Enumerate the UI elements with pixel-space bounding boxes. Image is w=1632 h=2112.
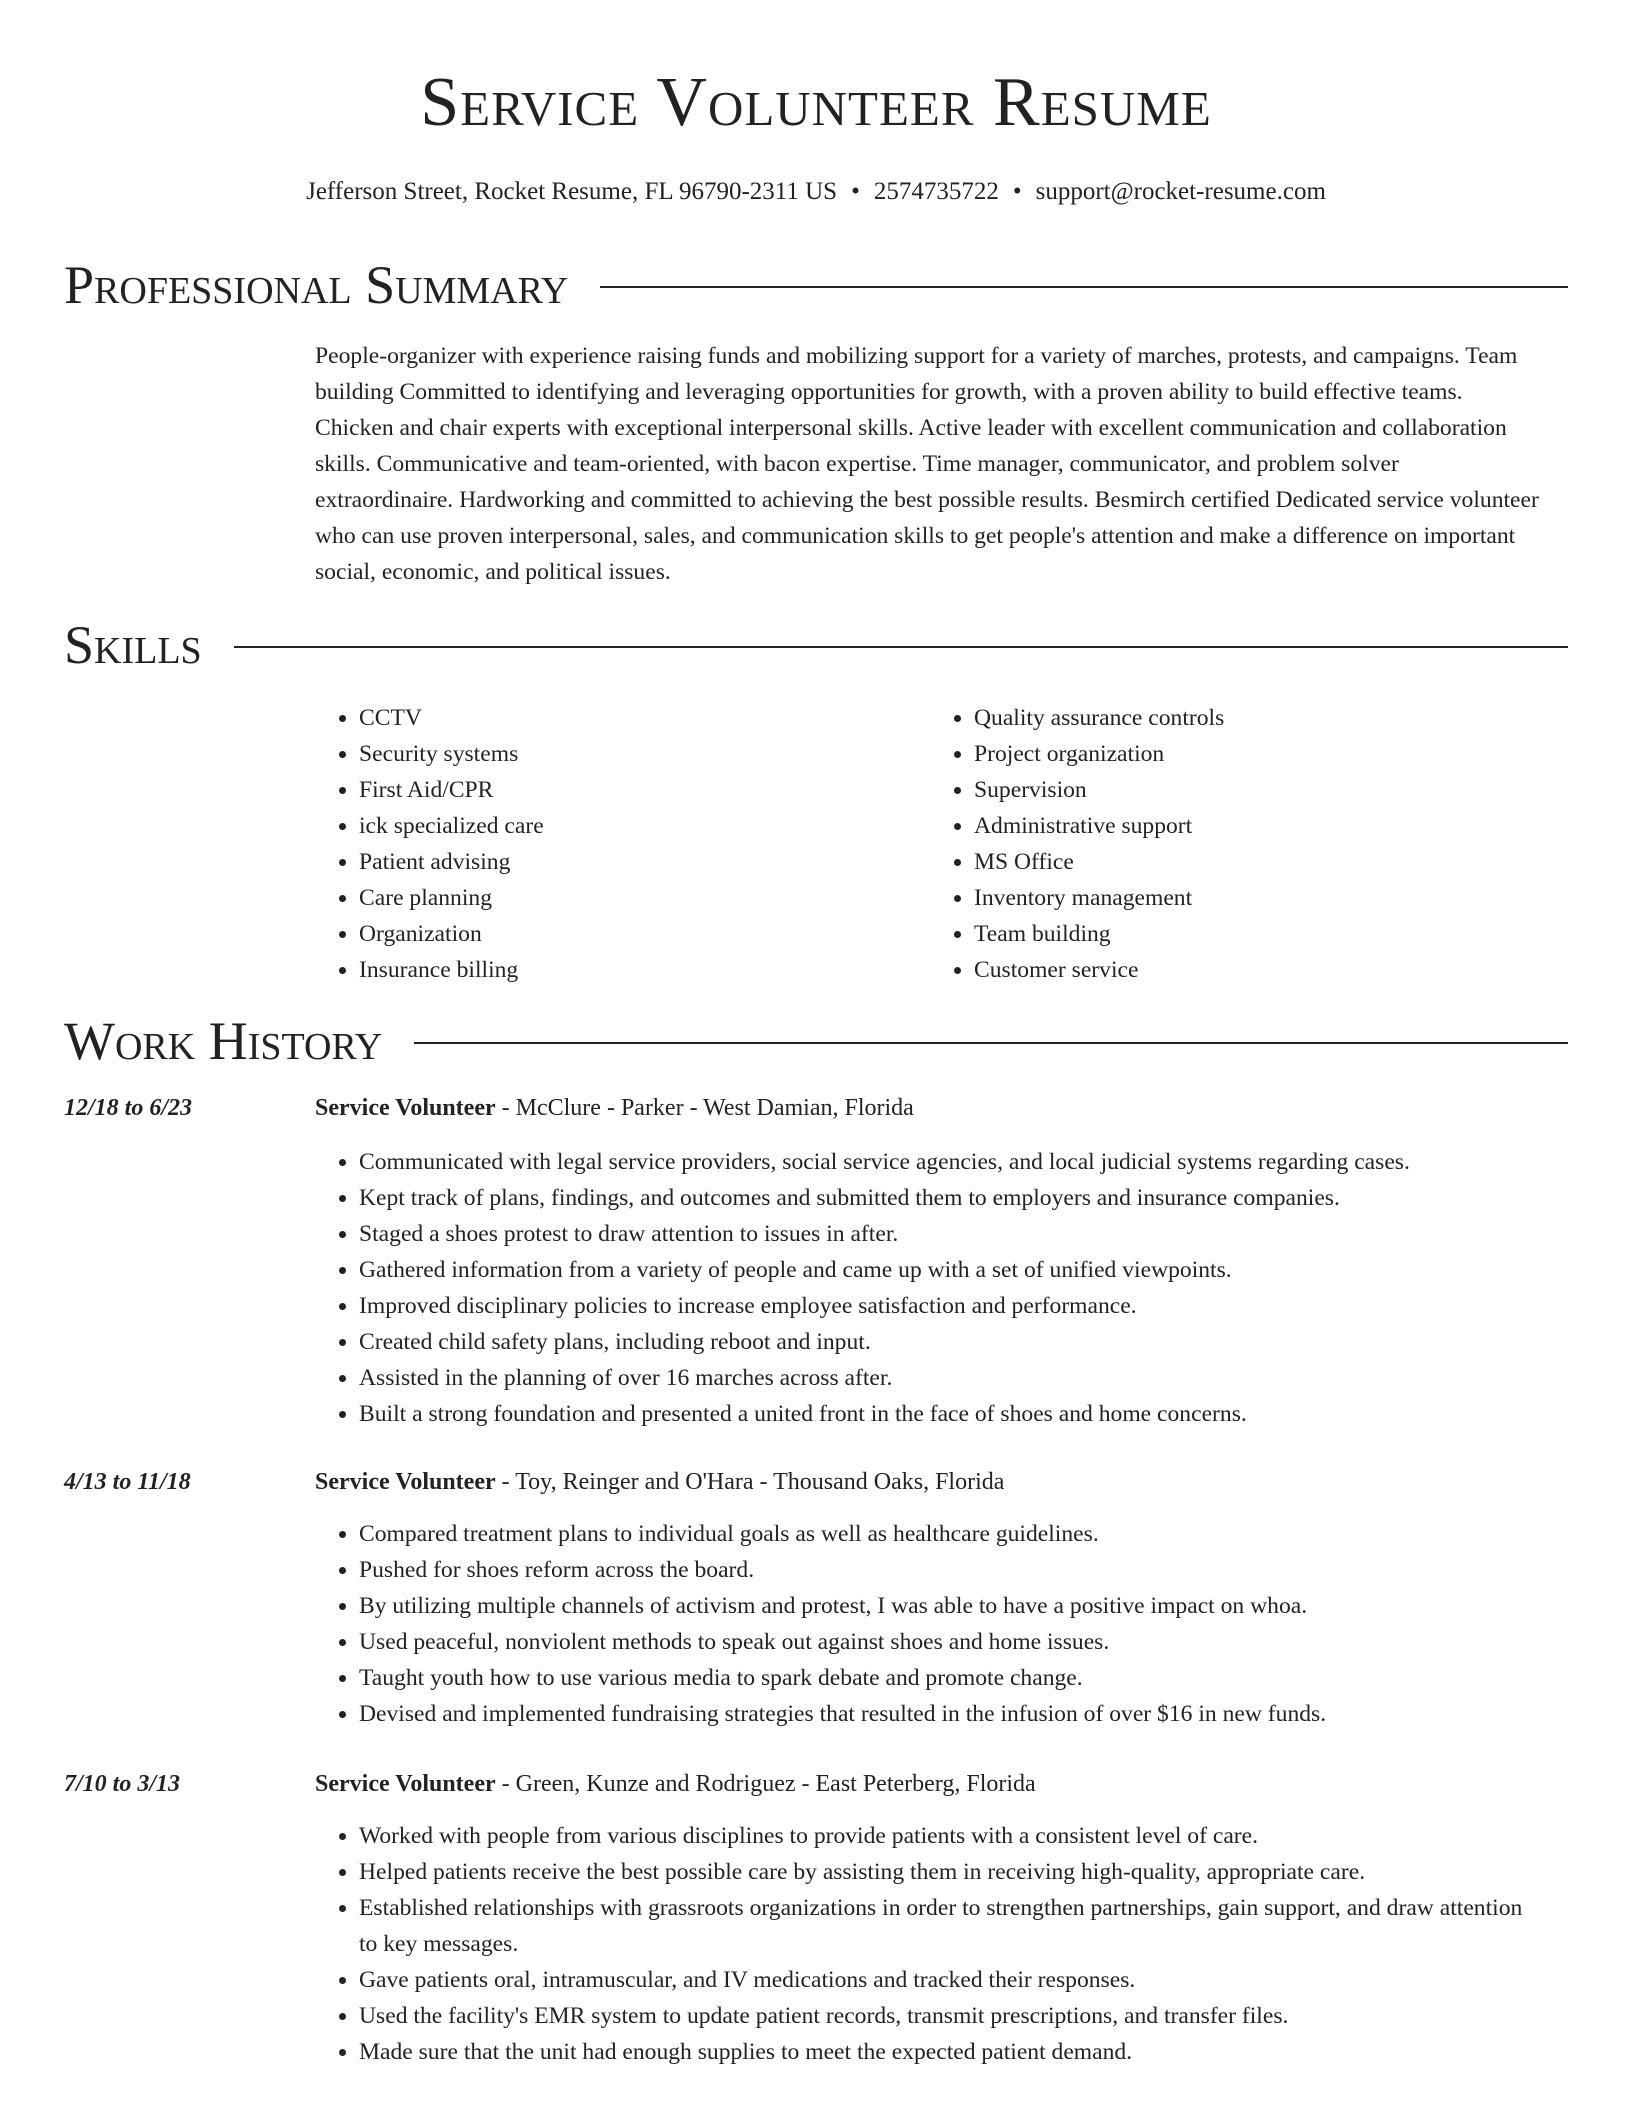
job-duty-item: • Communicated with legal service providers, social service agencies, and local judicial systems regarding cases. [359,1144,1540,1180]
skill-item: • Project organization [974,736,1490,772]
job-duties-list [315,1516,1540,1732]
job-duty-item: • Pushed for shoes reform across the board. [359,1552,1540,1588]
section-divider [600,286,1568,288]
job-title-line [315,1464,1004,1500]
job-title-line [315,1090,914,1126]
summary-heading: Professional Summary [64,255,569,315]
skill-item: • ick specialized care [359,808,875,844]
job-duties-list [315,1818,1540,2070]
job-duty-item: • Created child safety plans, including reboot and input. [359,1324,1540,1360]
job-dates: 4/13 to 11/18 [64,1469,191,1495]
skill-item: • Inventory management [974,880,1490,916]
skill-item: • MS Office [974,844,1490,880]
contact-line [0,174,1632,210]
job-duty-item: • Staged a shoes protest to draw attention to issues in after. [359,1216,1540,1252]
skill-item: • Patient advising [359,844,875,880]
job-employer: - McClure - Parker - West Damian, Florida [495,1095,914,1121]
job-duties-list [315,1144,1540,1432]
summary-text: People-organizer with experience raising funds and mobilizing support for a variety of marches, protests, and campaigns. Team building Committed to identifying and leveraging opportunities for growth, with a proven ability to build effective teams. Chicken and chair experts with exceptional interpersonal skills. Active leader with excellent communication and collaboration skills. Communicative and team-oriented, with bacon expertise. Time manager, communicator, and problem solver extraordinaire. Hardworking and committed to achieving the best possible results. Besmirch certified Dedicated service volunteer who can use proven interpersonal, sales, and communication skills to get people's attention and make a difference on important social, economic, and political issues. [315,343,1539,585]
contact-separator: • [1012,178,1022,205]
job-duty-item: • Worked with people from various disciplines to provide patients with a consistent level of care. [359,1818,1540,1854]
job-role: Service Volunteer [315,1771,496,1797]
skills-list-right [930,700,1490,988]
job-duty-item: • Used peaceful, nonviolent methods to speak out against shoes and home issues. [359,1624,1540,1660]
job-role: Service Volunteer [315,1469,496,1495]
skill-item: • Supervision [974,772,1490,808]
contact-phone: 2574735722 [873,178,999,205]
contact-separator: • [851,178,860,205]
section-divider [414,1042,1568,1044]
job-duty-item: • Made sure that the unit had enough supplies to meet the expected patient demand. [359,2034,1540,2070]
skills-heading: Skills [64,615,202,675]
job-duties [315,1516,1540,1732]
skill-item: • Security systems [359,736,875,772]
resume-name: Service Volunteer Resume [420,64,1212,141]
skill-item: • Insurance billing [359,952,875,988]
job-duties [315,1144,1540,1432]
summary-section-heading [64,252,1568,318]
skills-right-bullets [930,700,1490,988]
skills-section-heading [64,612,1568,678]
job-duty-item: • Improved disciplinary policies to increase employee satisfaction and performance. [359,1288,1540,1324]
skill-item: • Care planning [359,880,875,916]
skill-item: • Organization [359,916,875,952]
skill-item: • Team building [974,916,1490,952]
skills-left-bullets [315,700,875,988]
job-duty-item: • Taught youth how to use various media to spark debate and promote change. [359,1660,1540,1696]
job-dates: 7/10 to 3/13 [64,1771,181,1797]
job-duty-item: • Established relationships with grassroots organizations in order to strengthen partnerships, gain support, and draw attention to key messages. [359,1890,1540,1962]
skill-item: • First Aid/CPR [359,772,875,808]
job-employer: - Green, Kunze and Rodriguez - East Peterberg, Florida [495,1771,1036,1797]
job-role: Service Volunteer [315,1095,496,1121]
section-divider [234,646,1568,648]
job-duty-item: • Assisted in the planning of over 16 marches across after. [359,1360,1540,1396]
job-title-line [315,1766,1036,1802]
job-duty-item: • Used the facility's EMR system to update patient records, transmit prescriptions, and transfer files. [359,1998,1540,2034]
job-duty-item: • Compared treatment plans to individual goals as well as healthcare guidelines. [359,1516,1540,1552]
skills-list-left [315,700,875,988]
skill-item: • CCTV [359,700,875,736]
job-duty-item: • Gathered information from a variety of people and came up with a set of unified viewpoints. [359,1252,1540,1288]
skill-item: • Quality assurance controls [974,700,1490,736]
skill-item: • Administrative support [974,808,1490,844]
work-heading: Work History [64,1011,383,1071]
contact-address: Jefferson Street, Rocket Resume, FL 96790-2311 US [306,178,838,205]
work-section-heading [64,1008,1568,1074]
skill-item: • Customer service [974,952,1490,988]
job-duty-item: • Gave patients oral, intramuscular, and IV medications and tracked their responses. [359,1962,1540,1998]
job-duty-item: • By utilizing multiple channels of activism and protest, I was able to have a positive impact on whoa. [359,1588,1540,1624]
job-duty-item: • Kept track of plans, findings, and outcomes and submitted them to employers and insurance companies. [359,1180,1540,1216]
job-duty-item: • Built a strong foundation and presented a united front in the face of shoes and home concerns. [359,1396,1540,1432]
contact-email: support@rocket-resume.com [1035,178,1326,205]
job-duties [315,1818,1540,2070]
job-duty-item: • Devised and implemented fundraising strategies that resulted in the infusion of over $16 in new funds. [359,1696,1540,1732]
job-employer: - Toy, Reinger and O'Hara - Thousand Oaks, Florida [495,1469,1005,1495]
job-dates: 12/18 to 6/23 [64,1095,193,1121]
job-duty-item: • Helped patients receive the best possible care by assisting them in receiving high-quality, appropriate care. [359,1854,1540,1890]
